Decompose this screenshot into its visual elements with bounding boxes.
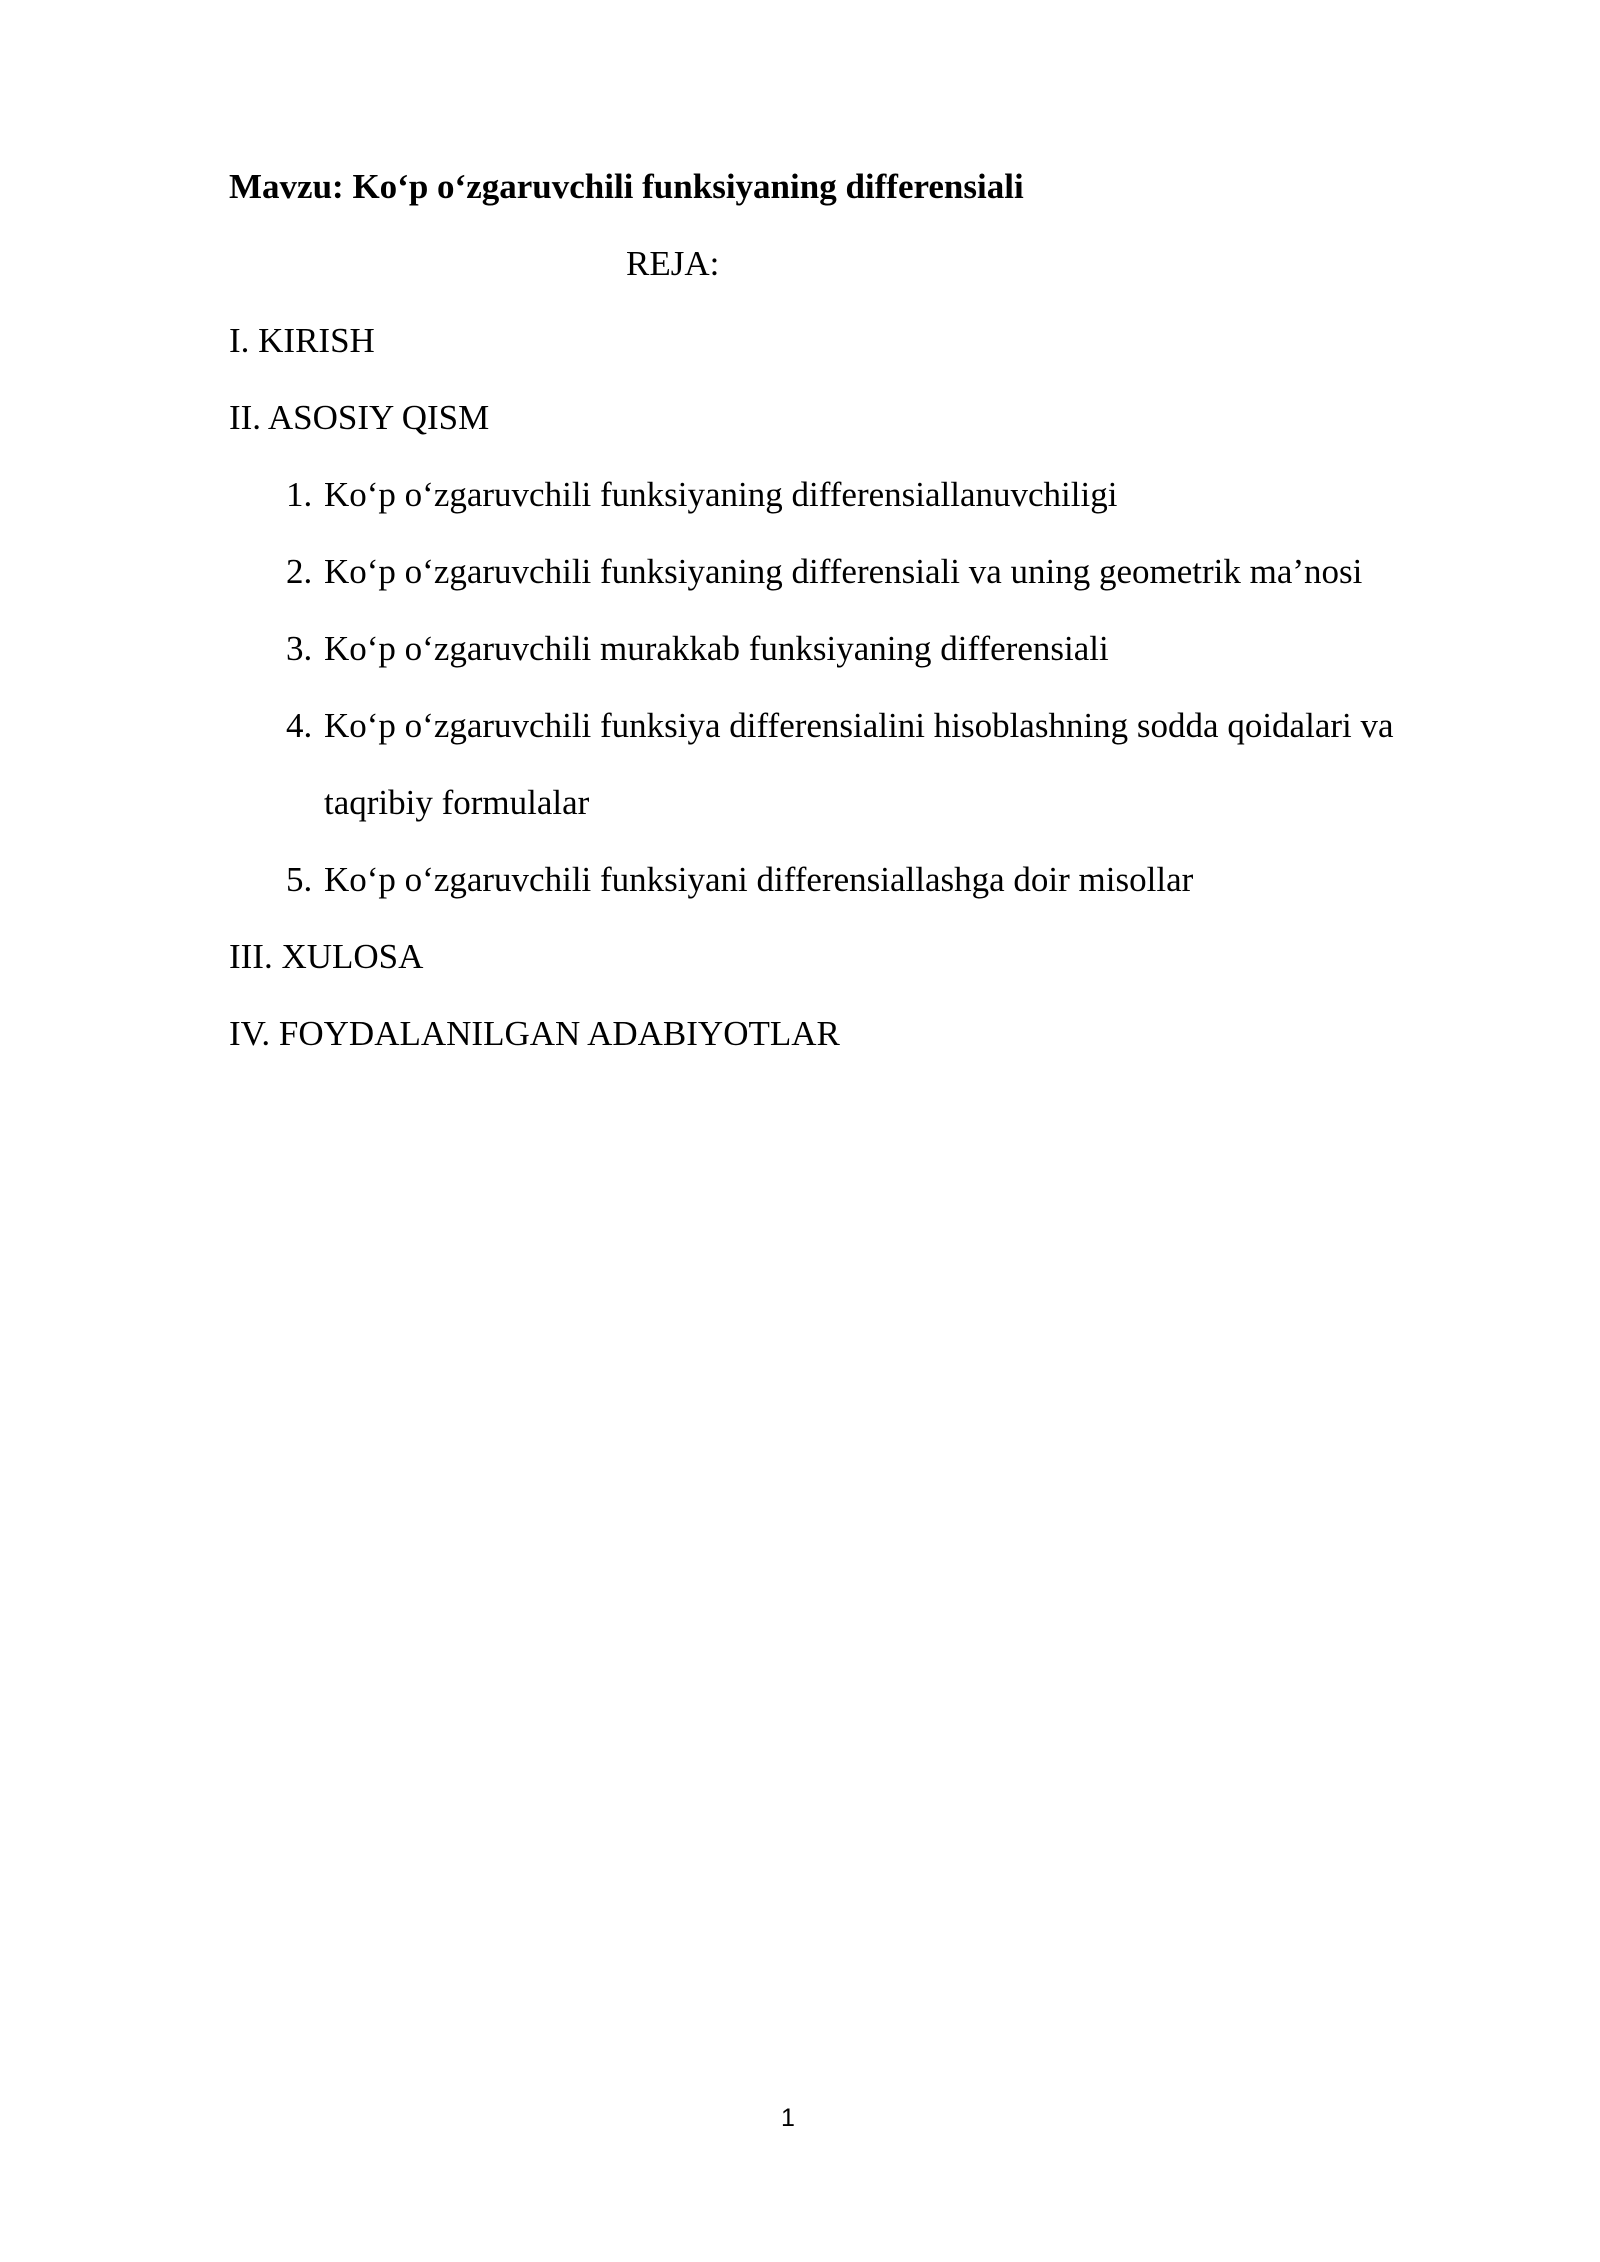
list-item-text: Ko‘p o‘zgaruvchili murakkab funksiyaning differensiali	[324, 629, 1109, 668]
list-item	[229, 456, 1489, 533]
list-item-text: Ko‘p o‘zgaruvchili funksiyaning differensiallanuvchiligi	[324, 475, 1118, 514]
section-main: II. ASOSIY QISM	[229, 398, 490, 437]
section-conclusion: III. XULOSA	[229, 937, 424, 976]
section-intro: I. KIRISH	[229, 321, 375, 360]
list-item	[229, 841, 1489, 918]
page-content	[229, 148, 1489, 1072]
document-title: Mavzu: Ko‘p o‘zgaruvchili funksiyaning differensiali	[229, 167, 1024, 206]
list-item-number: 2.	[286, 552, 313, 591]
list-item-number: 4.	[286, 706, 313, 745]
list-item-text: Ko‘p o‘zgaruvchili funksiya differensialini hisoblashning sodda qoidalari va taqribiy formulalar	[324, 706, 1394, 822]
plan-heading: REJA:	[626, 244, 720, 283]
list-item-text: Ko‘p o‘zgaruvchili funksiyani differensiallashga doir misollar	[324, 860, 1194, 899]
list-item	[229, 687, 1489, 841]
main-section-list	[229, 456, 1489, 918]
page-number: 1	[781, 2104, 795, 2132]
list-item-text: Ko‘p o‘zgaruvchili funksiyaning differensiali va uning geometrik ma’nosi	[324, 552, 1363, 591]
list-item	[229, 610, 1489, 687]
list-item-number: 1.	[286, 475, 313, 514]
list-item	[229, 533, 1489, 610]
list-item-number: 5.	[286, 860, 313, 899]
section-references: IV. FOYDALANILGAN ADABIYOTLAR	[229, 1014, 840, 1053]
list-item-number: 3.	[286, 629, 313, 668]
